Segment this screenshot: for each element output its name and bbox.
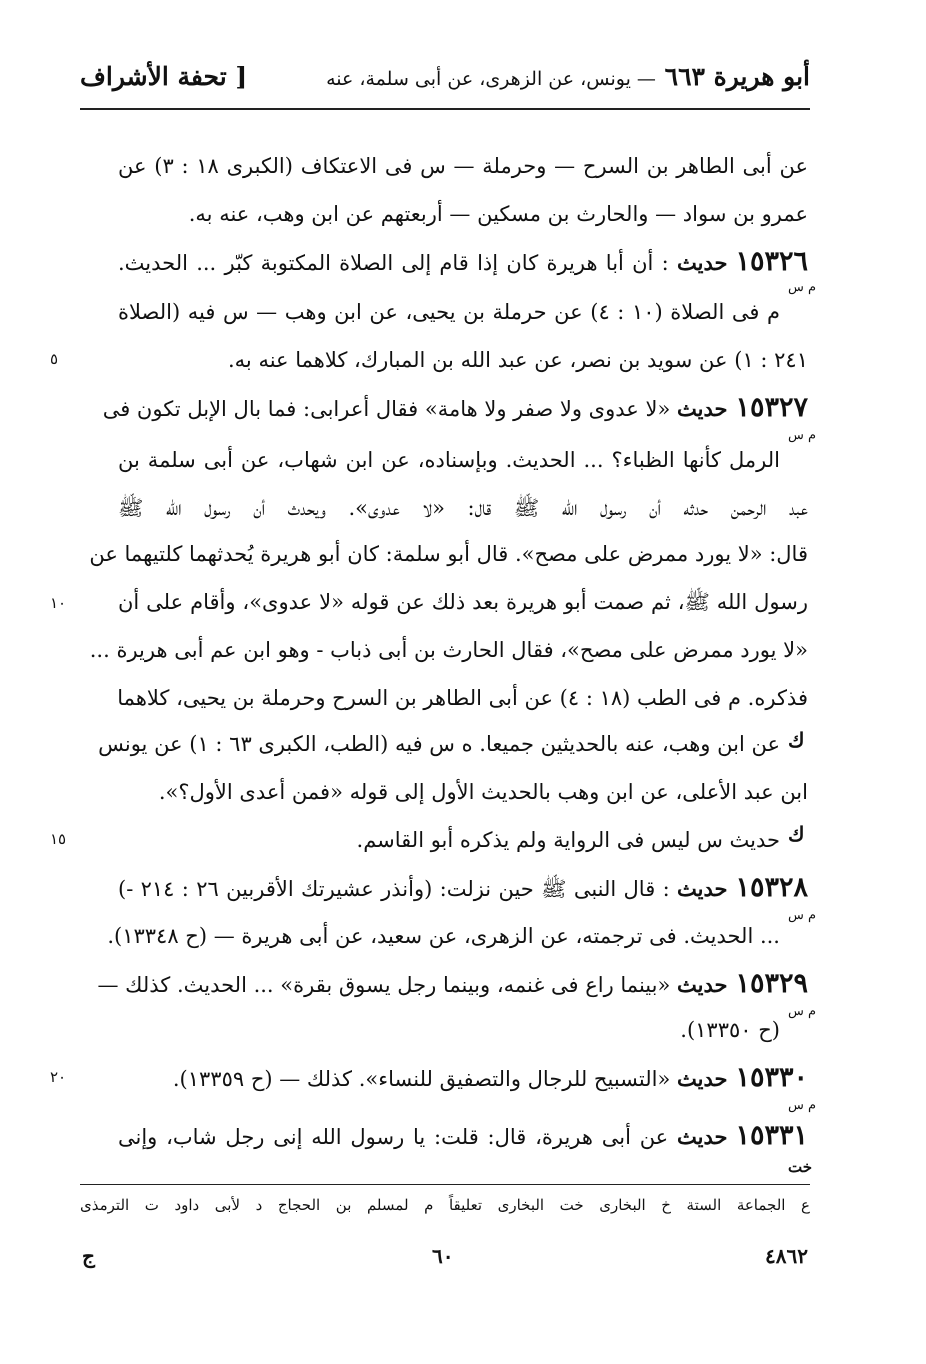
book-title: [ تحفة الأشراف xyxy=(80,62,248,91)
sigla: خت xyxy=(788,1158,813,1176)
hadith-entry-line xyxy=(118,1114,808,1158)
text-line: (ح ١٣٣٥٠). xyxy=(680,1018,780,1042)
text-line: عمرو بن سواد — والحارث بن مسكين — أربعتهم عن ابن وهب، عنه به. xyxy=(188,202,808,226)
text-line: قال: «لا يورد ممرض على مصح». قال أبو سلمة: كان أبو هريرة يُحدثهما كلتيهما عن xyxy=(89,542,808,566)
text-line: رسول الله ﷺ، ثم صمت أبو هريرة بعد ذلك عن قوله «لا عدوى»، وأقام على أن xyxy=(118,590,808,614)
sigla: م س xyxy=(788,280,817,295)
footnote-legend: ع الجماعة الستة خ البخارى خت البخارى تعليقاً م لمسلم بن الحجاج د لأبى داود ت الترمذى xyxy=(80,1196,810,1214)
line-number: ١٠ xyxy=(50,594,67,612)
hadith-text: «لا عدوى ولا صفر ولا هامة» فقال أعرابى: فما بال الإبل تكون فى xyxy=(102,397,671,421)
text-line: ... الحديث. فى ترجمته، عن الزهرى، عن سعيد، عن أبى هريرة — (ح ١٣٣٤٨). xyxy=(107,924,780,948)
line-number: ٢٠ xyxy=(50,1068,67,1086)
line-number: ١٥ xyxy=(50,830,67,848)
hadith-text: «بينما راع فى غنمه، وبينما رجل يسوق بقرة» ... الحديث. كذلك — xyxy=(97,973,671,997)
text-line: «لا يورد ممرض على مصح»، فقال الحارث بن أبى ذباب - وهو ابن عم أبى هريرة ... xyxy=(89,638,808,662)
hadith-entry-line xyxy=(118,240,808,284)
text-line: فذكره. م فى الطب (١٨ : ٤) عن أبى الطاهر بن السرح وحرملة بن يحيى، كلاهما xyxy=(117,686,808,710)
hadith-keyword: حديث xyxy=(677,396,728,421)
page-header xyxy=(80,62,810,110)
sigla: م س xyxy=(788,428,817,443)
text-line: ابن عبد الأعلى، عن ابن وهب بالحديث الأول إلى قوله «فمن أعدى الأول؟». xyxy=(158,780,808,804)
sigla: م س xyxy=(788,1004,817,1019)
page-number: ٦٠ xyxy=(432,1244,454,1268)
sigla: م س xyxy=(788,1098,817,1113)
hadith-entry-line xyxy=(118,1056,808,1100)
text-line: الرمل كأنها الظباء؟ ... الحديث. وبإسناده، عن ابن شهاب، عن أبى سلمة بن xyxy=(118,448,780,472)
sigla: م س xyxy=(788,908,817,923)
hadith-number: ١٥٣٢٩ xyxy=(735,968,808,999)
hadith-entry-line xyxy=(118,866,808,910)
hadith-text: : قال النبى ﷺ حين نزلت: (وأنذر عشيرتك الأقربين ٢٦ : ٢١٤ -) xyxy=(118,877,670,901)
text-line: عن ابن وهب، عنه بالحديثين جميعا. ه س فيه (الطب، الكبرى ٦٣ : ١) عن يونس xyxy=(98,732,780,756)
hadith-text: : أن أبا هريرة كان إذا قام إلى الصلاة المكتوبة كبّر ... الحديث. xyxy=(118,251,669,275)
running-title xyxy=(326,62,810,91)
hadith-keyword: حديث xyxy=(677,972,728,997)
text-line: م فى الصلاة (١٠ : ٤) عن حرملة بن يحيى، عن ابن وهب — س فيه (الصلاة xyxy=(118,300,780,324)
running-title-main: أبو هريرة ٦٦٣ xyxy=(664,62,810,91)
hadith-keyword: حديث xyxy=(677,876,728,901)
hadith-entry-line xyxy=(102,386,808,430)
hadith-number: ١٥٣٢٨ xyxy=(735,872,808,903)
volume-mark: ج xyxy=(82,1244,95,1268)
footnote-rule xyxy=(80,1184,810,1185)
text-line: حديث س ليس فى الرواية ولم يذكره أبو القاسم. xyxy=(356,828,780,852)
running-title-chain: — يونس، عن الزهرى، عن أبى سلمة، عنه xyxy=(326,68,656,90)
line-number: ٥ xyxy=(50,350,59,368)
hadith-text: عن أبى هريرة، قال: قلت: يا رسول الله إنى رجل شاب، وإنى xyxy=(118,1125,669,1149)
hadith-number: ١٥٣٢٦ xyxy=(735,246,808,277)
k-sign: ك xyxy=(788,728,805,752)
hadith-number: ١٥٣٢٧ xyxy=(735,392,808,423)
hadith-number: ١٥٣٣٠ xyxy=(735,1062,808,1093)
text-line: ٢٤١ : ١) عن سويد بن نصر، عن عبد الله بن المبارك، كلاهما عنه به. xyxy=(227,348,808,372)
hadith-text: «التسبيح للرجال والتصفيق للنساء». كذلك — (ح ١٣٣٥٩). xyxy=(172,1067,671,1091)
text-line: عبد الرحمن حدثه أن رسول الله ﷺ قال: «لا عدوى». ويحدث أن رسول الله ﷺ xyxy=(118,496,808,520)
hadith-keyword: حديث xyxy=(677,1124,728,1149)
hadith-entry-line xyxy=(97,962,808,1006)
hadith-keyword: حديث xyxy=(677,1066,728,1091)
hadith-number: ١٥٣٣١ xyxy=(735,1120,808,1151)
text-line: عن أبى الطاهر بن السرح — وحرملة — س فى الاعتكاف (الكبرى ١٨ : ٣) عن xyxy=(118,154,808,178)
footer-number: ٤٨٦٢ xyxy=(765,1244,808,1268)
hadith-keyword: حديث xyxy=(677,250,728,275)
k-sign: ك xyxy=(788,822,805,846)
